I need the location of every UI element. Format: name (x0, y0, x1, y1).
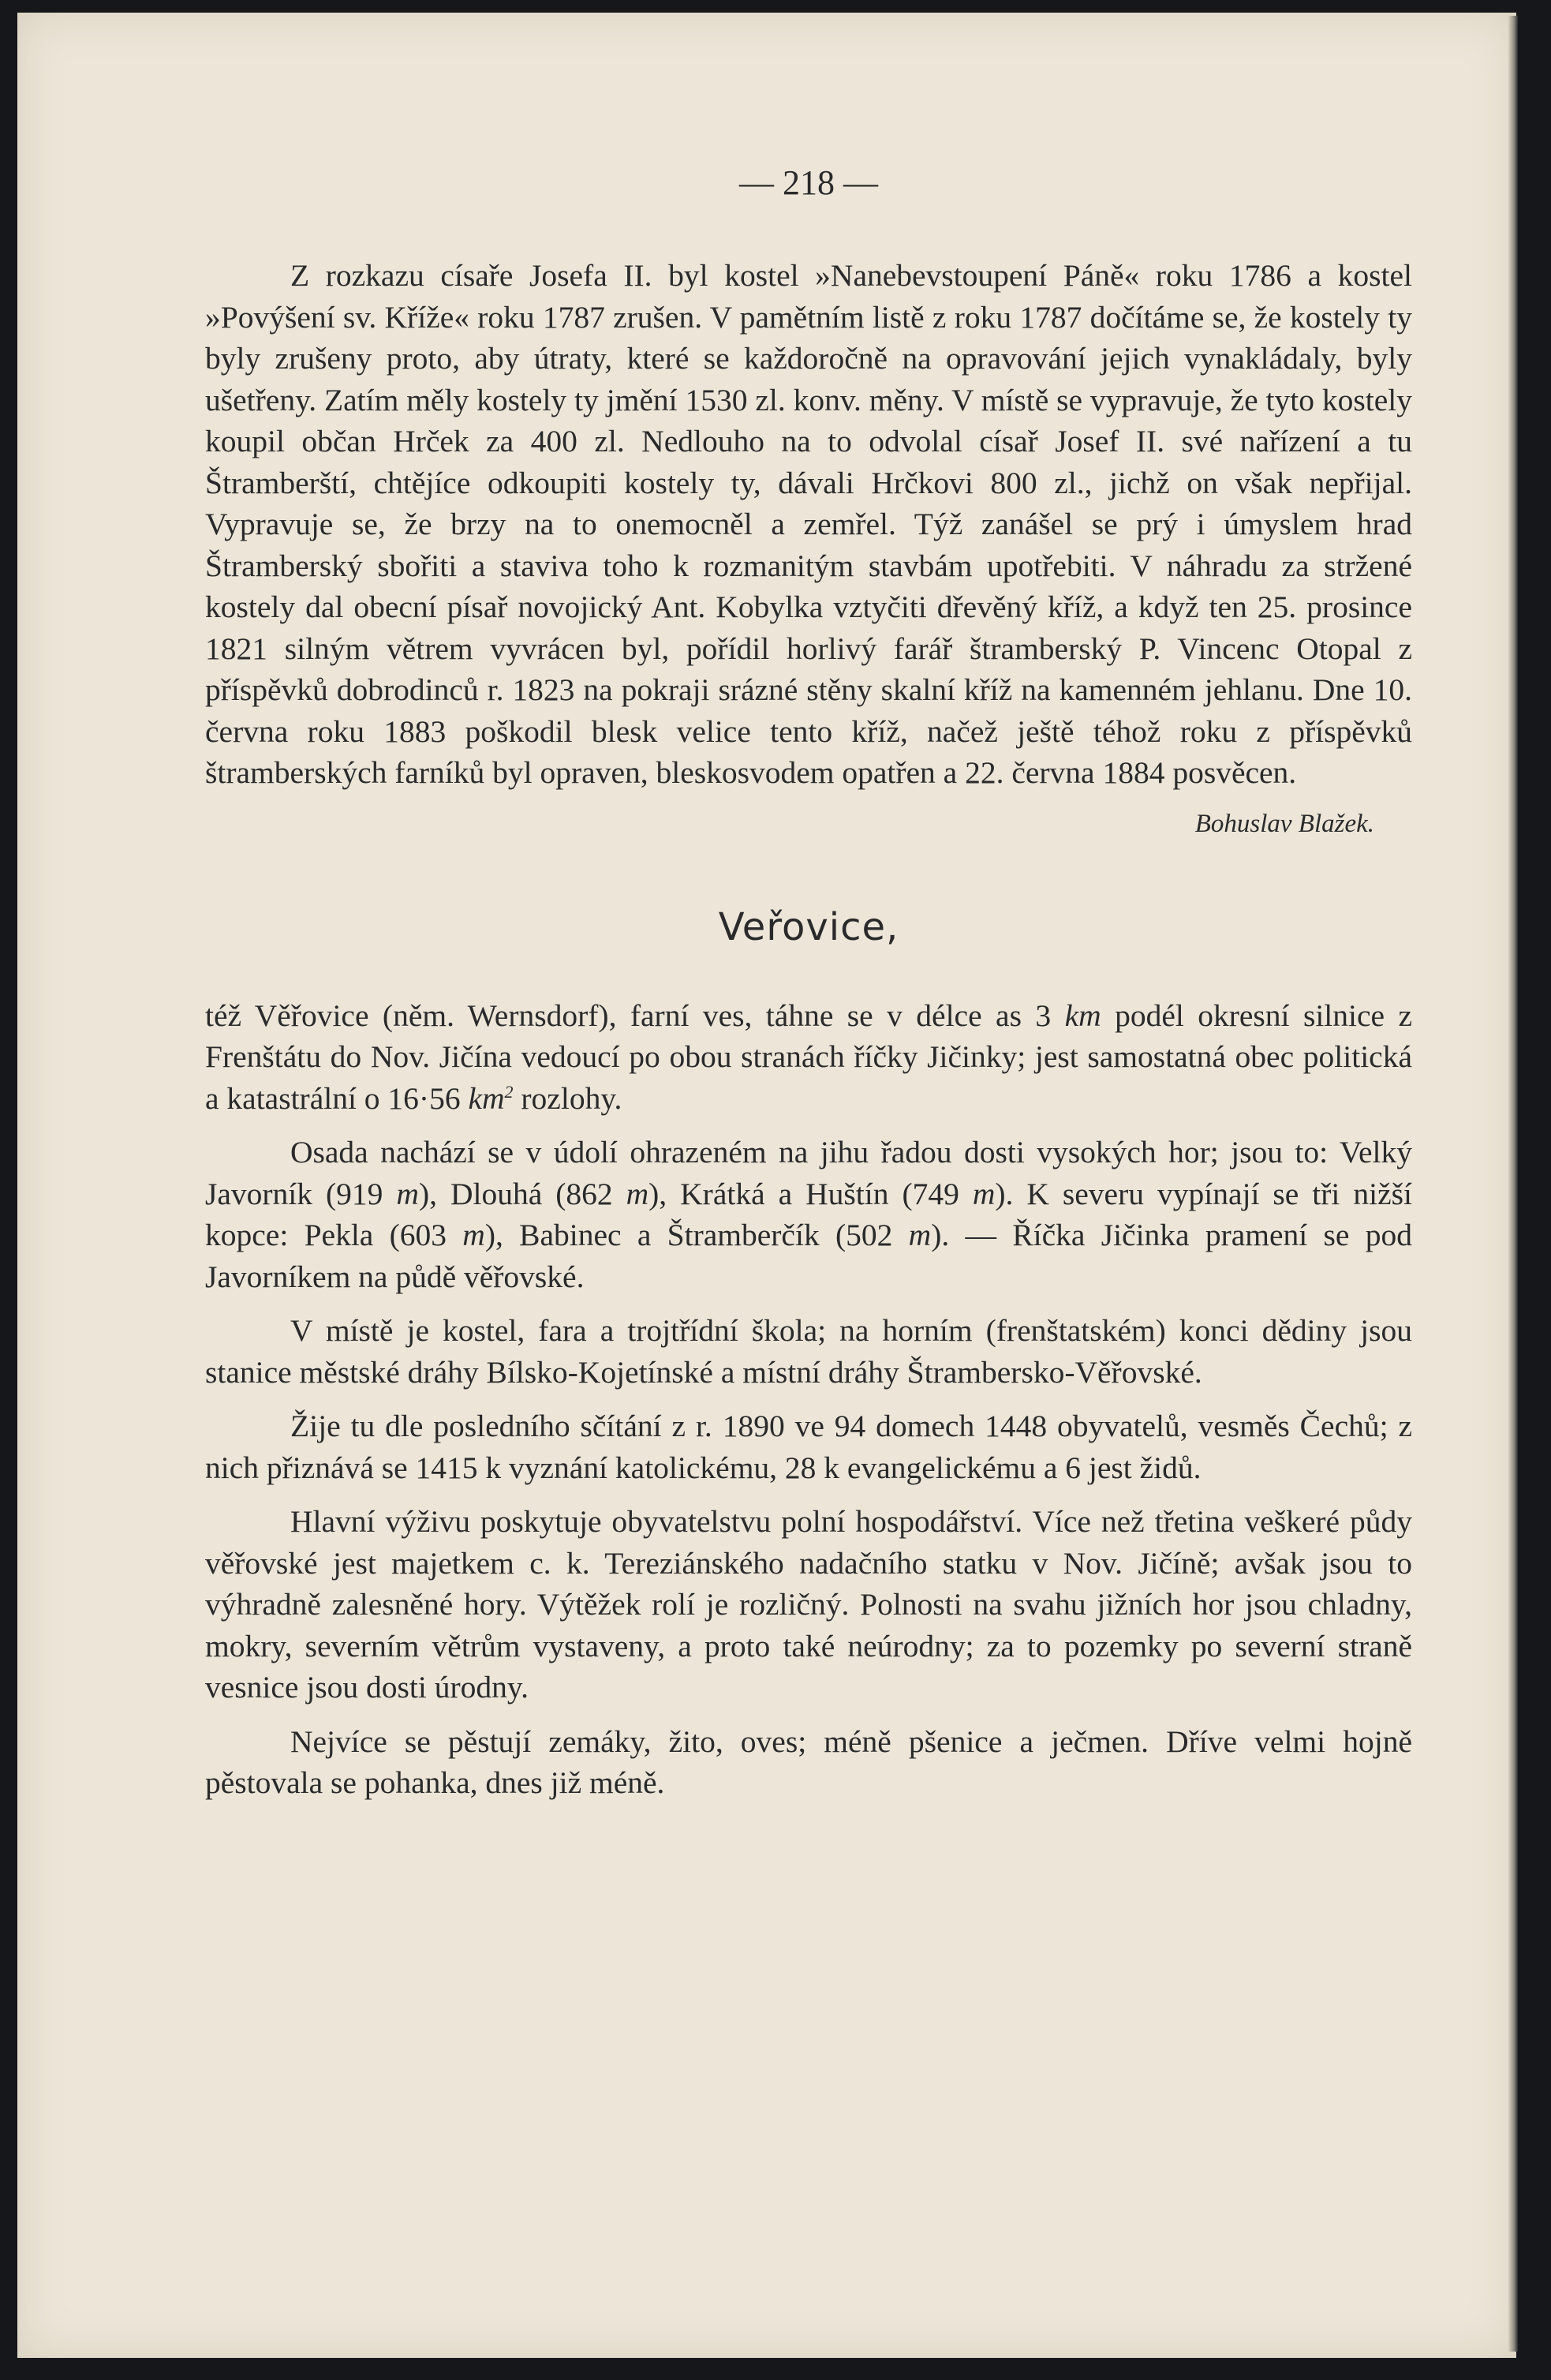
osada-text-4: ). K severu vypínají se tři nižší kopce: Pekla (603 (205, 1176, 1412, 1252)
osada-text-5: ), Babinec a Štramberčík (502 (484, 1218, 893, 1252)
intro-text-3: rozlohy. (521, 1080, 622, 1116)
unit-m: m (462, 1218, 485, 1252)
text-column (205, 163, 1412, 1804)
author-signature: Bohuslav Blažek. (1194, 809, 1374, 838)
osada-text-1: Osada nachází se v údolí ohrazeném na jihu řadou dosti vysokých hor; jsou to: Velký Javorník (919 (205, 1135, 1412, 1211)
paragraph-intro (205, 995, 1412, 1120)
osada-text-3: ), Krátká a Huštín (749 (648, 1176, 959, 1211)
paragraph-population: Žije tu dle posledního sčítání z r. 1890 ve 94 domech 1448 obyvatelů, vesměs Čechů; z nich přiznává se 1415 k vyznání katolickému, 28 k evangelickému a 6 jest židů. (205, 1409, 1412, 1485)
intro-text-1: též Věřovice (něm. Wernsdorf), farní ves, táhne se v délce as 3 (205, 997, 1052, 1033)
paragraph-crops: Nejvíce se pěstují zemáky, žito, oves; méně pšenice a ječmen. Dříve velmi hojně pěstovala se pohanka, dnes již méně. (205, 1723, 1412, 1800)
intro-text-2: podél okresní silnice z Frenštátu do Nov. Jičína vedoucí po obou stranách říčky Jičinky; jest samostatná obec politická a katastrální o 16·56 (205, 997, 1413, 1116)
paragraph-agriculture: Hlavní výživu poskytuje obyvatelstvu polní hospodářství. Více než třetina veškeré půdy věřovské jest majetkem c. k. Tereziánského nadačního statku v Nov. Jičíně; avšak jsou to výhradně zalesněné hory. Výtěžek rolí je rozličný. Polnosti na svahu jižních hor jsou chladny, mokry, severním větrům vystaveny, a proto také neúrodny; za to pozemky po severní straně vesnice jsou dosti úrodny. (205, 1504, 1412, 1705)
page-number: — 218 — (739, 163, 878, 202)
paragraph-osada (205, 1132, 1412, 1297)
unit-m: m (626, 1176, 649, 1211)
unit-km2-base: km (468, 1080, 505, 1116)
unit-m: m (972, 1176, 996, 1211)
book-page (17, 13, 1516, 2358)
section-title: Veřovice, (718, 904, 899, 949)
unit-m: m (396, 1176, 419, 1211)
unit-superscript: 2 (504, 1081, 514, 1102)
unit-m: m (908, 1218, 932, 1252)
osada-text-2: ), Dlouhá (862 (418, 1176, 613, 1211)
paragraph-church-school: V místě je kostel, fara a trojtřídní škola; na horním (frenštatském) konci dědiny jsou stanice městské dráhy Bílsko-Kojetínské a místní dráhy Štrambersko-Věřovské. (205, 1313, 1412, 1390)
osada-text-6: ). — Říčka Jičinka pramení se pod Javorníkem na půdě věřovské. (205, 1218, 1412, 1294)
unit-km2 (468, 1081, 513, 1116)
paragraph-church-history: Z rozkazu císaře Josefa II. byl kostel »Nanebevstoupení Páně« roku 1786 a kostel »Povýšení sv. Kříže« roku 1787 zrušen. V pamětním listě z roku 1787 dočítáme se, že kostely ty byly zrušeny proto, aby útraty, které se každoročně na opravování jejich vynakládaly, byly ušetřeny. Zatím měly kostely ty jmění 1530 zl. konv. měny. V místě se vypravuje, že tyto kostely koupil občan Hrček za 400 zl. Nedlouho na to odvolal císař Josef II. své nařízení a tu Štramberští, chtějíce odkoupiti kostely ty, dávali Hrčkovi 800 zl., jichž on však nepřijal. Vypravuje se, že brzy na to onemocněl a zemřel. Týž zanášel se prý i úmyslem hrad Štramberský sbořiti a staviva toho k rozmanitým stavbám upotřebiti. V náhradu za stržené kostely dal obecní písař novojický Ant. Kobylka vztyčiti dřevěný kříž, a když ten 25. prosince 1821 silným větrem vyvrácen byl, pořídil horlivý farář štramberský P. Vincenc Otopal z příspěvků dobrodinců r. 1823 na pokraji srázné stěny skalní kříž na kamenném jehlanu. Dne 10. června roku 1883 poškodil blesk velice tento kříž, načež ještě téhož roku z příspěvků štramberských farníků byl opraven, bleskosvodem opatřen a 22. června 1884 posvěcen. (205, 258, 1412, 790)
unit-km: km (1064, 997, 1101, 1033)
page-edge (1508, 16, 1518, 2352)
